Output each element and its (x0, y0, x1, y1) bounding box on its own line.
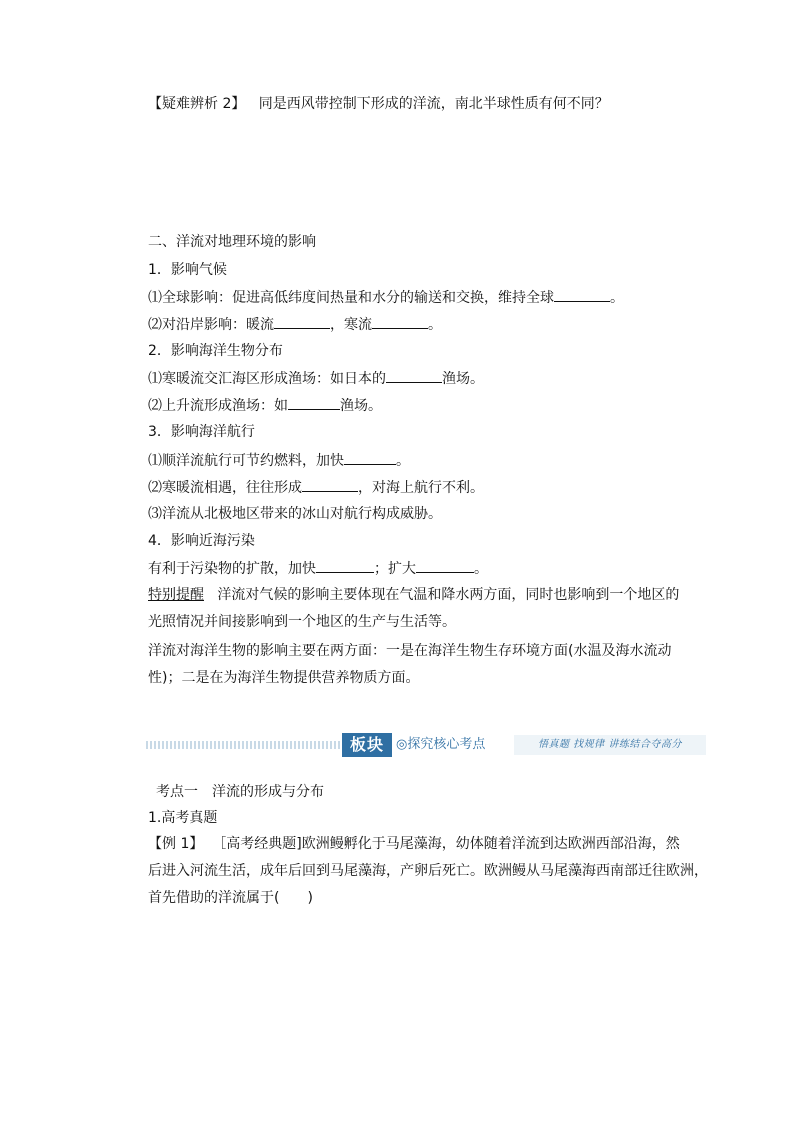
sub4-title: 4．影响近海污染 (148, 533, 255, 549)
answer-blank[interactable] (302, 477, 358, 492)
answer-blank[interactable] (386, 368, 442, 383)
example-1-tag: 【例 1】 (148, 836, 204, 852)
sub1-item1-suffix: 。 (610, 290, 624, 306)
sub2-item1-suffix: 渔场。 (442, 371, 484, 387)
example-1-line-1 (148, 834, 688, 854)
sub3-item2-suffix: ，对海上航行不利。 (358, 480, 484, 496)
sub1-item1 (148, 287, 688, 308)
sub2-item2 (148, 395, 688, 416)
sub4-item-mid: ；扩大 (374, 561, 416, 577)
banner-stripe (146, 741, 342, 749)
sub3-title: 3．影响海洋航行 (148, 424, 255, 440)
banner-slogan: 悟真题 找规律 讲练结合夺高分 (538, 739, 682, 750)
question-2-text: 同是西风带控制下形成的洋流，南北半球性质有何不同？ (258, 96, 609, 112)
sub2-item1 (148, 368, 688, 389)
tip-text-1: 洋流对气候的影响主要体现在气温和降水两方面，同时也影响到一个地区的 (217, 587, 680, 603)
tip-text-3: 洋流对海洋生物的影响主要在两方面：一是在海洋生物生存环境方面(水温及海水流动 (148, 643, 672, 659)
answer-blank[interactable] (316, 558, 374, 573)
sub1-item2 (148, 314, 688, 335)
sub3-item3: ⑶洋流从北极地区带来的冰山对航行构成威胁。 (148, 506, 442, 522)
sub2-item2-suffix: 渔场。 (340, 398, 382, 414)
sub1-item1-prefix: ⑴全球影响：促进高低纬度间热量和水分的输送和交换，维持全球 (148, 290, 554, 306)
section-banner (146, 733, 706, 778)
sub3-item1 (148, 450, 688, 471)
tip-line-1 (148, 585, 688, 605)
sub3-item2-prefix: ⑵寒暖流相遇，往往形成 (148, 480, 302, 496)
sub3-item2 (148, 477, 688, 498)
sub1-title: 1．影响气候 (148, 262, 227, 278)
sub1-item2-prefix: ⑵对沿岸影响：暖流 (148, 317, 274, 333)
example-1-text-1: ［高考经典题]欧洲鳗孵化于马尾藻海，幼体随着洋流到达欧洲西部沿海，然 (212, 836, 680, 852)
banner-tag: 板块二 (342, 733, 392, 757)
answer-blank[interactable] (372, 314, 428, 329)
tip-label: 特别提醒 (148, 587, 204, 603)
kaodian-1-sub: 1.高考真题 (148, 810, 218, 826)
tip-line-4: 性)；二是在为海洋生物提供营养物质方面。 (148, 670, 420, 686)
answer-blank[interactable] (288, 395, 340, 410)
sub4-item (148, 558, 688, 579)
example-1-line-3: 首先借助的洋流属于( ) (148, 890, 313, 906)
tip-line-2: 光照情况并间接影响到一个地区的生产与生活等。 (148, 614, 456, 630)
answer-blank[interactable] (554, 287, 610, 302)
sub1-item2-suffix: 。 (428, 317, 442, 333)
sub4-item-suffix: 。 (474, 561, 488, 577)
banner-subtitle: ◎探究核心考点 (396, 737, 486, 752)
sub1-item2-mid: ，寒流 (330, 317, 372, 333)
answer-blank[interactable] (344, 450, 396, 465)
sub2-item2-prefix: ⑵上升流形成渔场：如 (148, 398, 288, 414)
kaodian-1-title: 考点一 洋流的形成与分布 (156, 784, 324, 800)
sub3-item1-suffix: 。 (396, 453, 410, 469)
example-1-line-2: 后进入河流生活，成年后回到马尾藻海，产卵后死亡。欧洲鳗从马尾藻海西南部迁往欧洲， (148, 863, 708, 879)
section-2-title: 二、洋流对地理环境的影响 (148, 234, 316, 250)
question-2-tag: 【疑难辨析 2】 (148, 96, 246, 112)
tip-line-3 (148, 641, 688, 661)
answer-blank[interactable] (416, 558, 474, 573)
sub2-item1-prefix: ⑴寒暖流交汇海区形成渔场：如日本的 (148, 371, 386, 387)
sub4-item-prefix: 有利于污染物的扩散，加快 (148, 561, 316, 577)
question-2 (148, 94, 688, 114)
sub2-title: 2．影响海洋生物分布 (148, 343, 283, 359)
answer-blank[interactable] (274, 314, 330, 329)
sub3-item1-prefix: ⑴顺洋流航行可节约燃料，加快 (148, 453, 344, 469)
